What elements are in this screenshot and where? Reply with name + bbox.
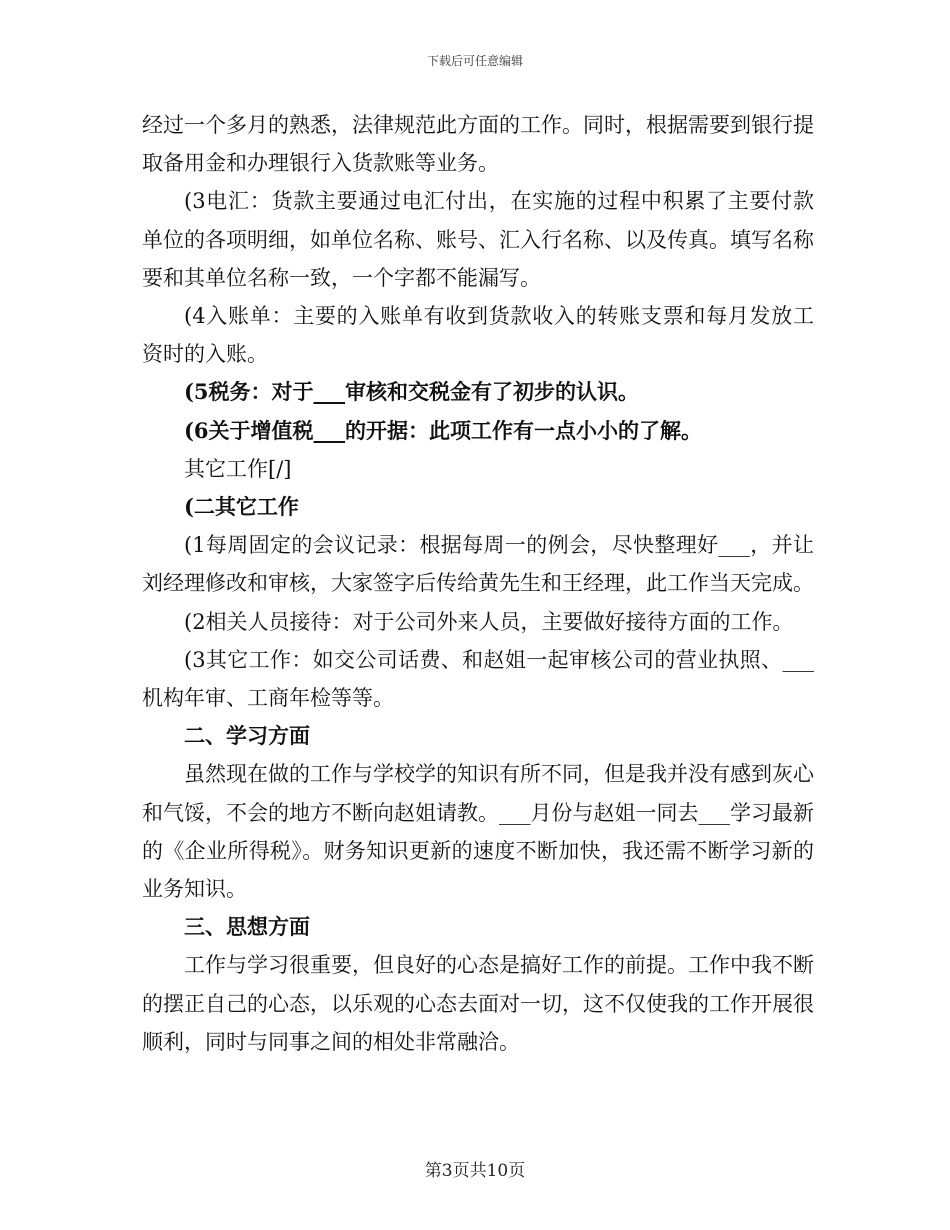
paragraph-6: 其它工作[/] (184, 456, 292, 481)
section-heading-thought: 三、思想方面 (184, 914, 310, 940)
paragraph-10: (3其它工作：如交公司话费、和赵姐一起审核公司的营业执照、___机构年审、工商年检等等。 (142, 647, 814, 711)
page-footer: 第3页共10页 (424, 1161, 526, 1181)
page-header: 下载后可任意编辑 (426, 54, 523, 68)
section-heading-study: 二、学习方面 (184, 723, 310, 749)
paragraph-4: (5税务：对于___审核和交税金有了初步的认识。 (184, 379, 640, 405)
document-body (142, 106, 814, 1061)
paragraph-14: 工作与学习很重要，但良好的心态是搞好工作的前提。工作中我不断的摆正自己的心态，以乐观的心态去面对一切，这不仅使我的工作开展很顺利，同时与同事之间的相处非常融洽。 (142, 953, 814, 1054)
paragraph-5: (6关于增值税___的开据：此项工作有一点小小的了解。 (184, 417, 703, 443)
paragraph-2: (3电汇：货款主要通过电汇付出，在实施的过程中积累了主要付款单位的各项明细，如单位名称、账号、汇入行名称、以及传真。填写名称要和其单位名称一致，一个字都不能漏写。 (142, 189, 814, 290)
paragraph-12: 虽然现在做的工作与学校学的知识有所不同，但是我并没有感到灰心和气馁，不会的地方不断向赵姐请教。___月份与赵姐一同去___学习最新的《企业所得税》。财务知识更新的速度不断加快，我还需不断学习新的业务知识。 (142, 762, 814, 902)
paragraph-3: (4入账单：主要的入账单有收到货款收入的转账支票和每月发放工资时的入账。 (142, 304, 814, 367)
section-heading-other-work: (二其它工作 (184, 494, 299, 520)
paragraph-8: (1每周固定的会议记录：根据每周一的例会，尽快整理好___，并让刘经理修改和审核，大家签字后传给黄先生和王经理，此工作当天完成。 (142, 533, 814, 596)
paragraph-9: (2相关人员接待：对于公司外来人员，主要做好接待方面的工作。 (184, 609, 794, 634)
paragraph-1: 经过一个多月的熟悉，法律规范此方面的工作。同时，根据需要到银行提取备用金和办理银行入货款账等业务。 (142, 113, 814, 176)
